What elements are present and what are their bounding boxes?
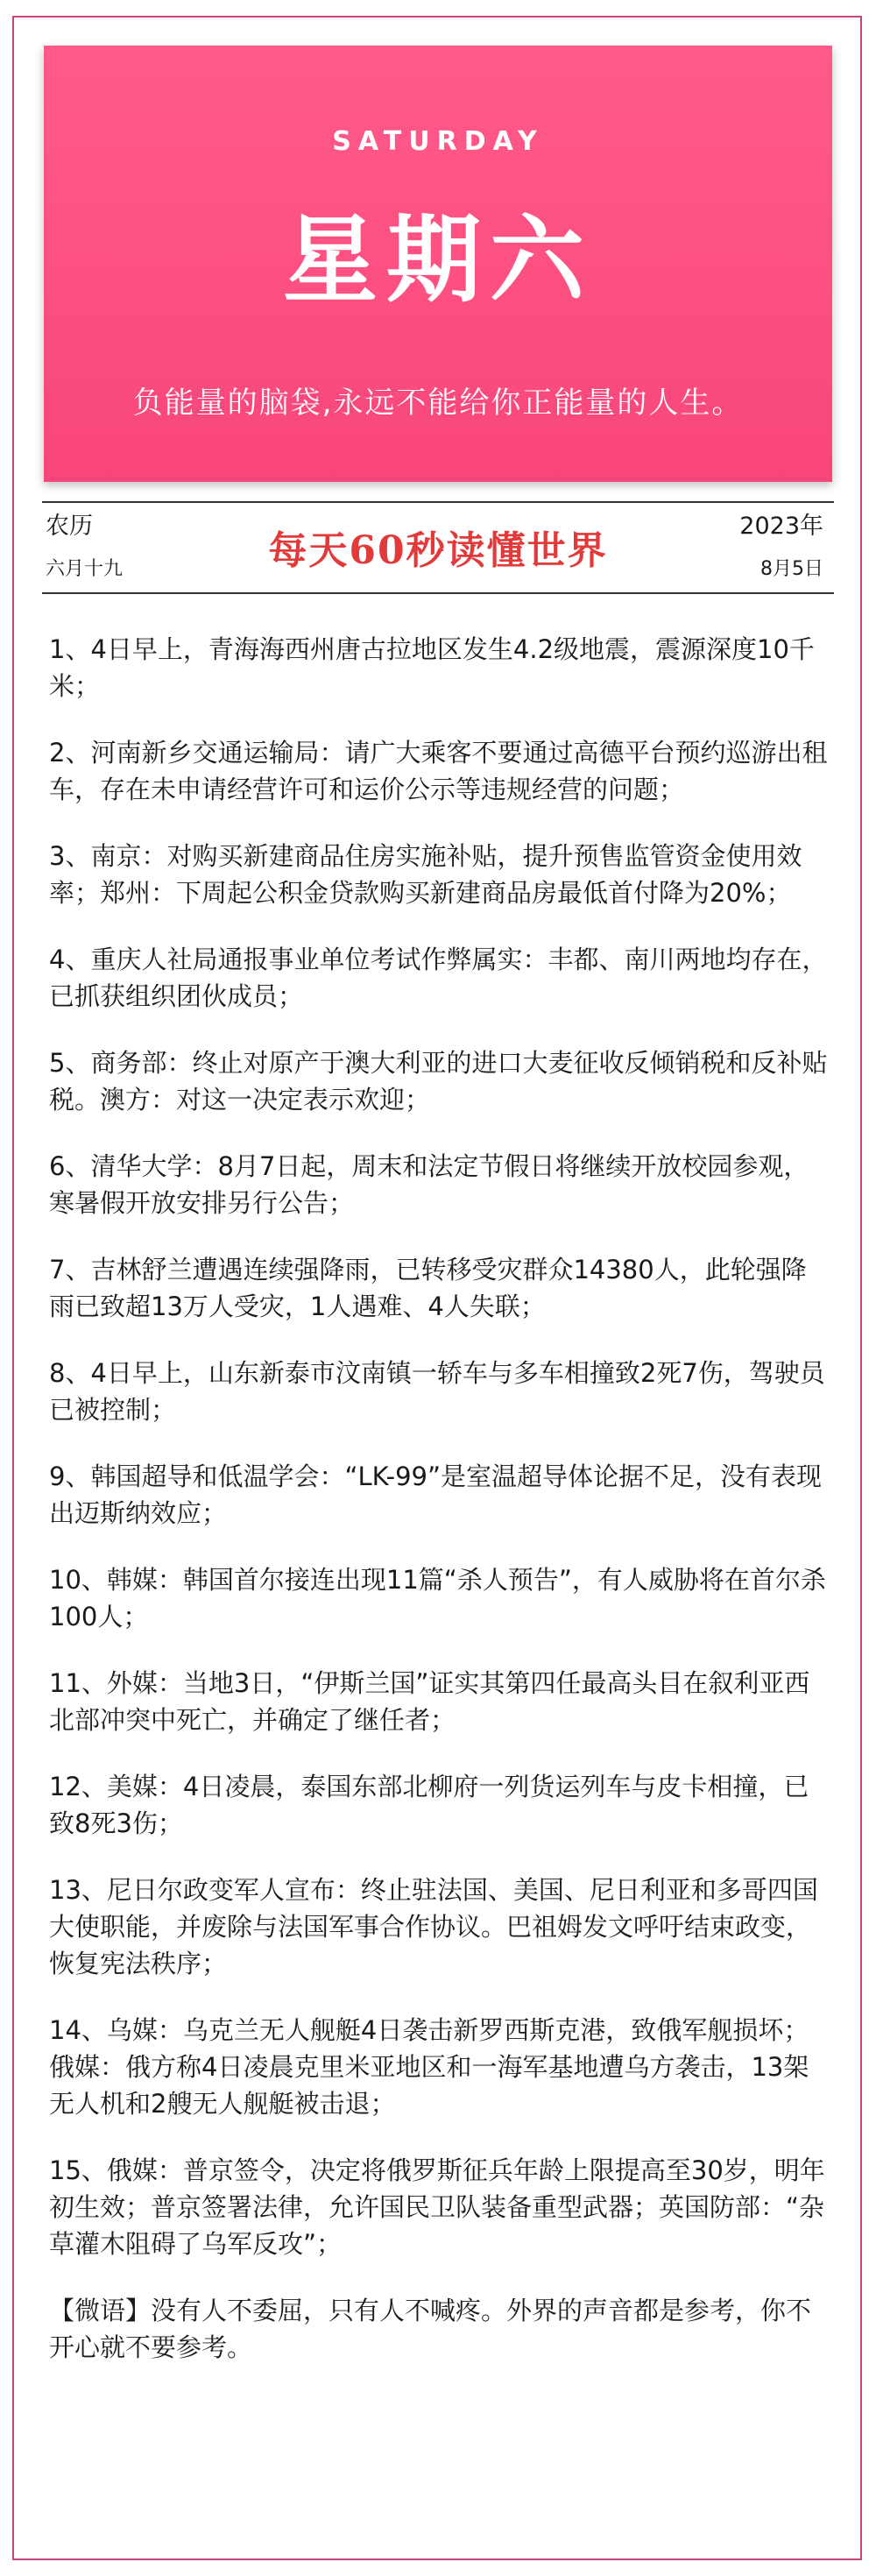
header-bottom-divider [42, 592, 834, 594]
news-item-4: 4、重庆人社局通报事业单位考试作弊属实：丰都、南川两地均存在，已抓获组织团伙成员； [49, 945, 828, 1011]
news-item-14: 14、乌媒：乌克兰无人舰艇4日袭击新罗西斯克港，致俄军舰损坏；俄媒：俄方称4日凌晨克里米亚地区和一海军基地遭乌方袭击，13架无人机和2艘无人舰艇被击退； [49, 2015, 809, 2119]
year: 2023年 [739, 513, 823, 540]
lunar-date: 六月十九 [46, 558, 124, 580]
banner-title: 星期六 [282, 205, 593, 315]
news-item-8: 8、4日早上，山东新泰市汶南镇一轿车与多车相撞致2死7伤，驾驶员已被控制； [49, 1358, 825, 1425]
news-item-12: 12、美媒：4日凌晨，泰国东部北柳府一列货运列车与皮卡相撞，已致8死3伤； [49, 1772, 809, 1838]
banner [44, 46, 832, 482]
daily-quote: 【微语】没有人不委屈，只有人不喊疼。外界的声音都是参考，你不开心就不要参考。 [49, 2296, 812, 2362]
news-item-7: 7、吉林舒兰遭遇连续强降雨，已转移受灾群众14380人，此轮强降雨已致超13万人受灾，1人遇难、4人失联； [49, 1255, 807, 1321]
news-item-11: 11、外媒：当地3日，“伊斯兰国”证实其第四任最高头目在叙利亚西北部冲突中死亡，并确定了继任者； [49, 1668, 810, 1735]
news-item-5: 5、商务部：终止对原产于澳大利亚的进口大麦征收反倾销税和反补贴税。澳方：对这一决定表示欢迎； [49, 1048, 828, 1115]
news-item-1: 1、4日早上，青海海西州唐古拉地区发生4.2级地震，震源深度10千米； [49, 634, 815, 701]
news-item-9: 9、韩国超导和低温学会：“LK-99”是室温超导体论据不足，没有表现出迈斯纳效应； [49, 1461, 822, 1528]
news-list [49, 631, 829, 2396]
lunar-label: 农历 [46, 513, 93, 540]
banner-subtitle: SATURDAY [332, 126, 544, 157]
news-item-13: 13、尼日尔政变军人宣布：终止驻法国、美国、尼日利亚和多哥四国大使职能，并废除与法国军事合作协议。巴祖姆发文呼吁结束政变，恢复宪法秩序； [49, 1875, 818, 1978]
header-top-divider [42, 501, 834, 503]
news-item-2: 2、河南新乡交通运输局：请广大乘客不要通过高德平台预约巡游出租车，存在未申请经营许可和运价公示等违规经营的问题； [49, 738, 828, 804]
month-day: 8月5日 [760, 558, 823, 580]
headline: 每天60秒读懂世界 [268, 528, 608, 573]
news-item-10: 10、韩媒：韩国首尔接连出现11篇“杀人预告”，有人威胁将在首尔杀100人； [49, 1565, 826, 1631]
news-item-15: 15、俄媒：普京签令，决定将俄罗斯征兵年龄上限提高至30岁，明年初生效；普京签署法律，允许国民卫队装备重型武器；英国防部：“杂草灌木阻碍了乌军反攻”； [49, 2155, 825, 2259]
news-item-6: 6、清华大学：8月7日起，周末和法定节假日将继续开放校园参观，寒暑假开放安排另行公告； [49, 1151, 809, 1218]
news-item-3: 3、南京：对购买新建商品住房实施补贴，提升预售监管资金使用效率；郑州：下周起公积金贷款购买新建商品房最低首付降为20%； [49, 841, 802, 908]
banner-slogan: 负能量的脑袋,永远不能给你正能量的人生。 [132, 386, 744, 421]
